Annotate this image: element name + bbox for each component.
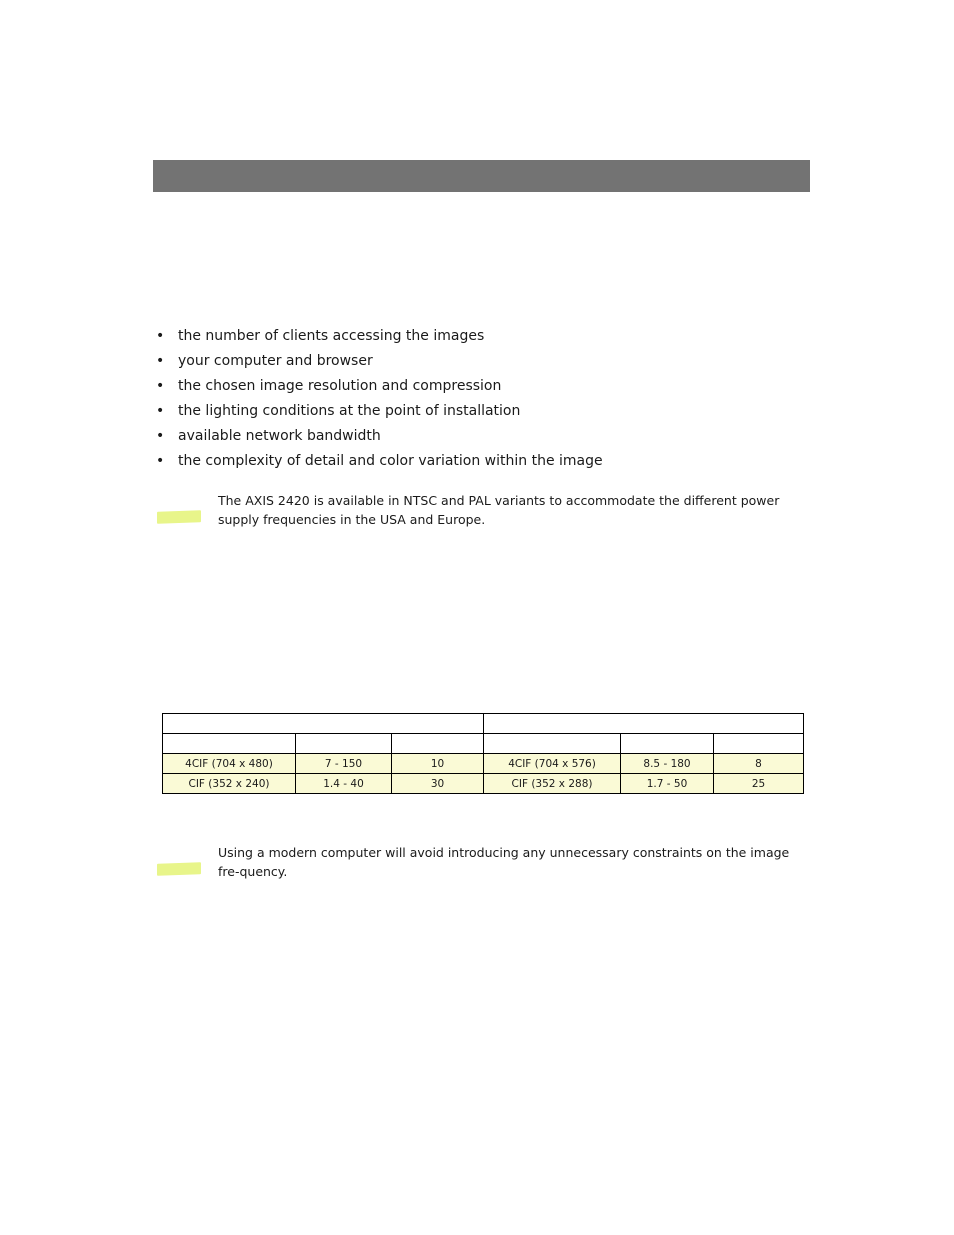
- note-marker-icon: [157, 510, 201, 524]
- table-column-header: [392, 734, 484, 754]
- table-group-header-ntsc: [163, 714, 484, 734]
- list-item-text: the number of clients accessing the images: [178, 328, 485, 344]
- list-item: [156, 451, 603, 476]
- table-cell: 10: [392, 754, 484, 774]
- factors-list: [156, 326, 603, 476]
- list-item-text: the chosen image resolution and compression: [178, 378, 502, 394]
- list-item: [156, 426, 603, 451]
- list-item-text: the complexity of detail and color variation within the image: [178, 453, 603, 469]
- list-item: [156, 376, 603, 401]
- table-group-header-pal: [484, 714, 804, 734]
- table-row: [163, 754, 804, 774]
- list-item: [156, 351, 603, 376]
- table-column-header: [714, 734, 804, 754]
- list-item-text: available network bandwidth: [178, 428, 381, 444]
- table-column-header: [296, 734, 392, 754]
- list-item-text: your computer and browser: [178, 353, 373, 369]
- list-item-text: the lighting conditions at the point of installation: [178, 403, 521, 419]
- table-cell: CIF (352 x 288): [484, 774, 621, 794]
- note-text: Using a modern computer will avoid introducing any unnecessary constraints on the image fre-quency.: [218, 845, 790, 879]
- table-cell: 4CIF (704 x 480): [163, 754, 296, 774]
- bullet-icon: •: [156, 403, 165, 419]
- note-marker-icon: [157, 862, 201, 876]
- table-cell: 8: [714, 754, 804, 774]
- table-cell: 25: [714, 774, 804, 794]
- table-row: [163, 774, 804, 794]
- table-cell: 30: [392, 774, 484, 794]
- table-column-header: [621, 734, 714, 754]
- list-item: [156, 326, 603, 351]
- bullet-icon: •: [156, 428, 165, 444]
- table-header-row: [163, 714, 804, 734]
- bullet-icon: •: [156, 378, 165, 394]
- note-text: The AXIS 2420 is available in NTSC and PAL variants to accommodate the different power supply frequencies in the USA and Europe.: [218, 493, 780, 527]
- section-header-bar: [153, 160, 810, 192]
- list-item: [156, 401, 603, 426]
- note-computer: [218, 843, 803, 881]
- bullet-icon: •: [156, 353, 165, 369]
- table-column-header-row: [163, 734, 804, 754]
- frame-rate-table: [162, 713, 804, 794]
- table-cell: 7 - 150: [296, 754, 392, 774]
- bullet-icon: •: [156, 453, 165, 469]
- table-column-header: [163, 734, 296, 754]
- table-column-header: [484, 734, 621, 754]
- table-cell: 1.4 - 40: [296, 774, 392, 794]
- table-cell: 4CIF (704 x 576): [484, 754, 621, 774]
- table-cell: 1.7 - 50: [621, 774, 714, 794]
- note-variants: [218, 491, 810, 529]
- table-cell: CIF (352 x 240): [163, 774, 296, 794]
- table-cell: 8.5 - 180: [621, 754, 714, 774]
- bullet-icon: •: [156, 328, 165, 344]
